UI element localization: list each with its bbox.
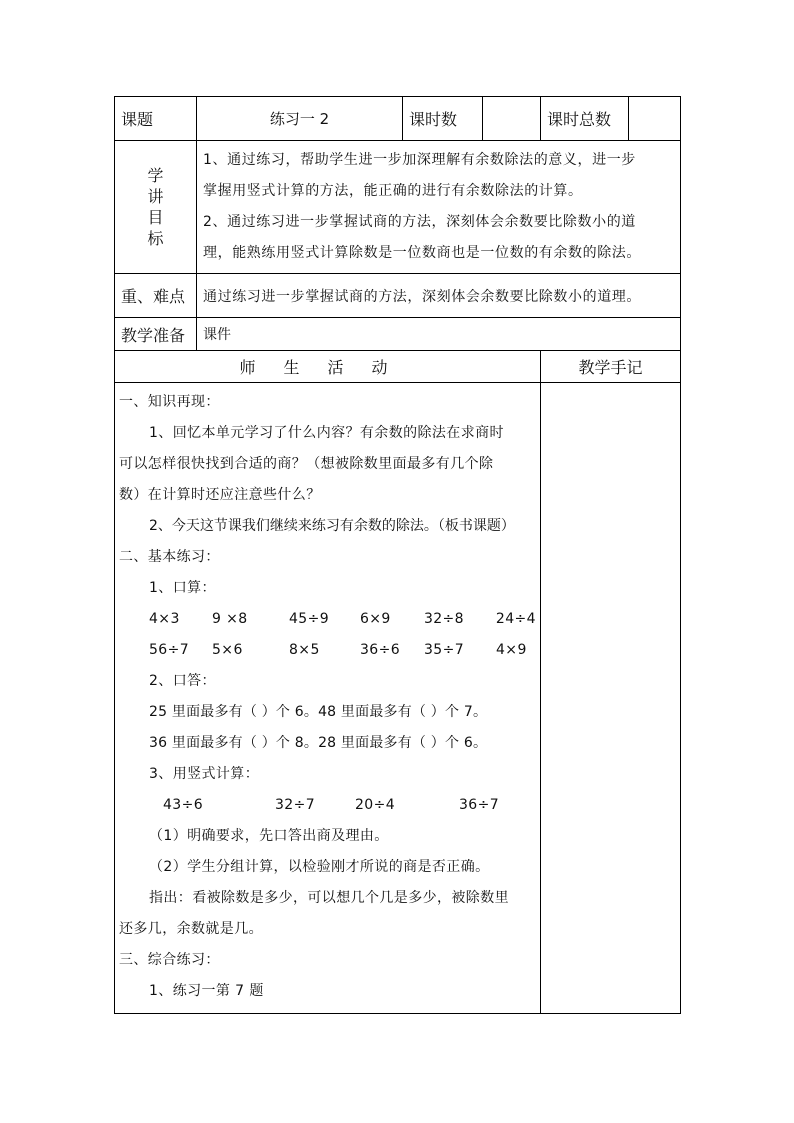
period-label: 课时数 [403, 97, 483, 141]
calc-item: 35÷7 [424, 642, 465, 658]
activity-content [115, 383, 541, 1014]
goals-text [197, 141, 681, 274]
calc-item: 4×3 [149, 611, 180, 627]
calc-item: 45÷9 [288, 611, 330, 627]
goal-line: 2、通过练习进一步掌握试商的方法，深刻体会余数要比除数小的道 [203, 214, 636, 230]
section3-title: 三、综合练习： [119, 952, 220, 968]
goals-label-char: 标 [147, 229, 164, 248]
goals-label-char: 学 [147, 166, 164, 185]
goal-line: 掌握用竖式计算的方法，能正确的进行有余数除法的计算。 [203, 183, 583, 199]
goals-label-char: 目 [147, 208, 164, 227]
calc-item: 56÷7 [149, 642, 190, 658]
calc-item: 5×6 [212, 642, 243, 658]
s1-paragraph1-line: 数）在计算时还应注意些什么？ [119, 487, 321, 503]
lesson-plan-table [114, 96, 681, 1014]
vertical-calc-item: 43÷6 [163, 797, 204, 813]
section3-item: 1、练习一第 7 题 [149, 983, 264, 999]
total-periods-label: 课时总数 [541, 97, 629, 141]
calc-item: 4×9 [496, 642, 527, 658]
goals-label-char: 讲 [147, 187, 164, 206]
calc-item: 6×9 [359, 611, 391, 627]
vertical-note: （1）明确要求，先口答出商及理由。 [149, 828, 389, 844]
point-line: 还多几，余数就是几。 [119, 921, 263, 937]
prep-row [115, 318, 681, 351]
calc-item: 24÷4 [495, 611, 536, 627]
header-row [115, 97, 681, 141]
vertical-calc-item: 36÷7 [459, 797, 500, 813]
notes-header: 教学手记 [541, 351, 681, 383]
topic-value: 练习一 2 [197, 97, 403, 141]
lesson-plan-sheet [114, 96, 680, 1014]
total-periods-value [629, 97, 681, 141]
vertical-calc-title: 3、用竖式计算： [149, 766, 260, 782]
goals-row [115, 141, 681, 274]
oral-calc-row [119, 604, 536, 635]
vertical-calc-row [119, 790, 536, 821]
prep-text: 课件 [197, 318, 681, 351]
oral-calc-title: 1、口算： [149, 580, 216, 596]
oral-answer-line: 36 里面最多有（ ）个 8。28 里面最多有（ ）个 6。 [149, 735, 488, 751]
s1-paragraph1-line: 1、回忆本单元学习了什么内容？有余数的除法在求商时 [149, 425, 504, 441]
goal-line: 1、通过练习，帮助学生进一步加深理解有余数除法的意义，进一步 [203, 152, 636, 168]
calc-item: 8×5 [289, 642, 320, 658]
content-row [115, 383, 681, 1014]
difficulty-row [115, 274, 681, 318]
oral-calc-row [119, 635, 536, 666]
vertical-note: （2）学生分组计算，以检验刚才所说的商是否正确。 [149, 859, 490, 875]
topic-label: 课题 [115, 97, 197, 141]
section1-title: 一、知识再现： [119, 394, 220, 410]
oral-answer-title: 2、口答： [149, 673, 216, 689]
calc-item: 9 ×8 [211, 611, 248, 627]
notes-content [541, 383, 681, 1014]
activity-header-row [115, 351, 681, 383]
section2-title: 二、基本练习： [119, 549, 220, 565]
difficulty-text: 通过练习进一步掌握试商的方法，深刻体会余数要比除数小的道理。 [197, 274, 681, 318]
s1-paragraph2: 2、今天这节课我们继续来练习有余数的除法。（板书课题） [149, 518, 515, 534]
period-value [483, 97, 541, 141]
difficulty-label: 重、难点 [115, 274, 197, 318]
activity-header: 师生活动 [115, 351, 541, 383]
vertical-calc-item: 20÷4 [355, 797, 396, 813]
goals-label [115, 141, 197, 274]
s1-paragraph1-line: 可以怎样很快找到合适的商？（想被除数里面最多有几个除 [119, 456, 494, 472]
calc-item: 36÷6 [360, 642, 401, 658]
point-line: 指出：看被除数是多少，可以想几个几是多少，被除数里 [149, 890, 509, 906]
goal-line: 理，能熟练用竖式计算除数是一位数商也是一位数的有余数的除法。 [203, 245, 641, 261]
oral-answer-line: 25 里面最多有（ ）个 6。48 里面最多有（ ）个 7。 [149, 704, 488, 720]
calc-item: 32÷8 [423, 611, 464, 627]
vertical-calc-item: 32÷7 [275, 797, 316, 813]
prep-label: 教学准备 [115, 318, 197, 351]
